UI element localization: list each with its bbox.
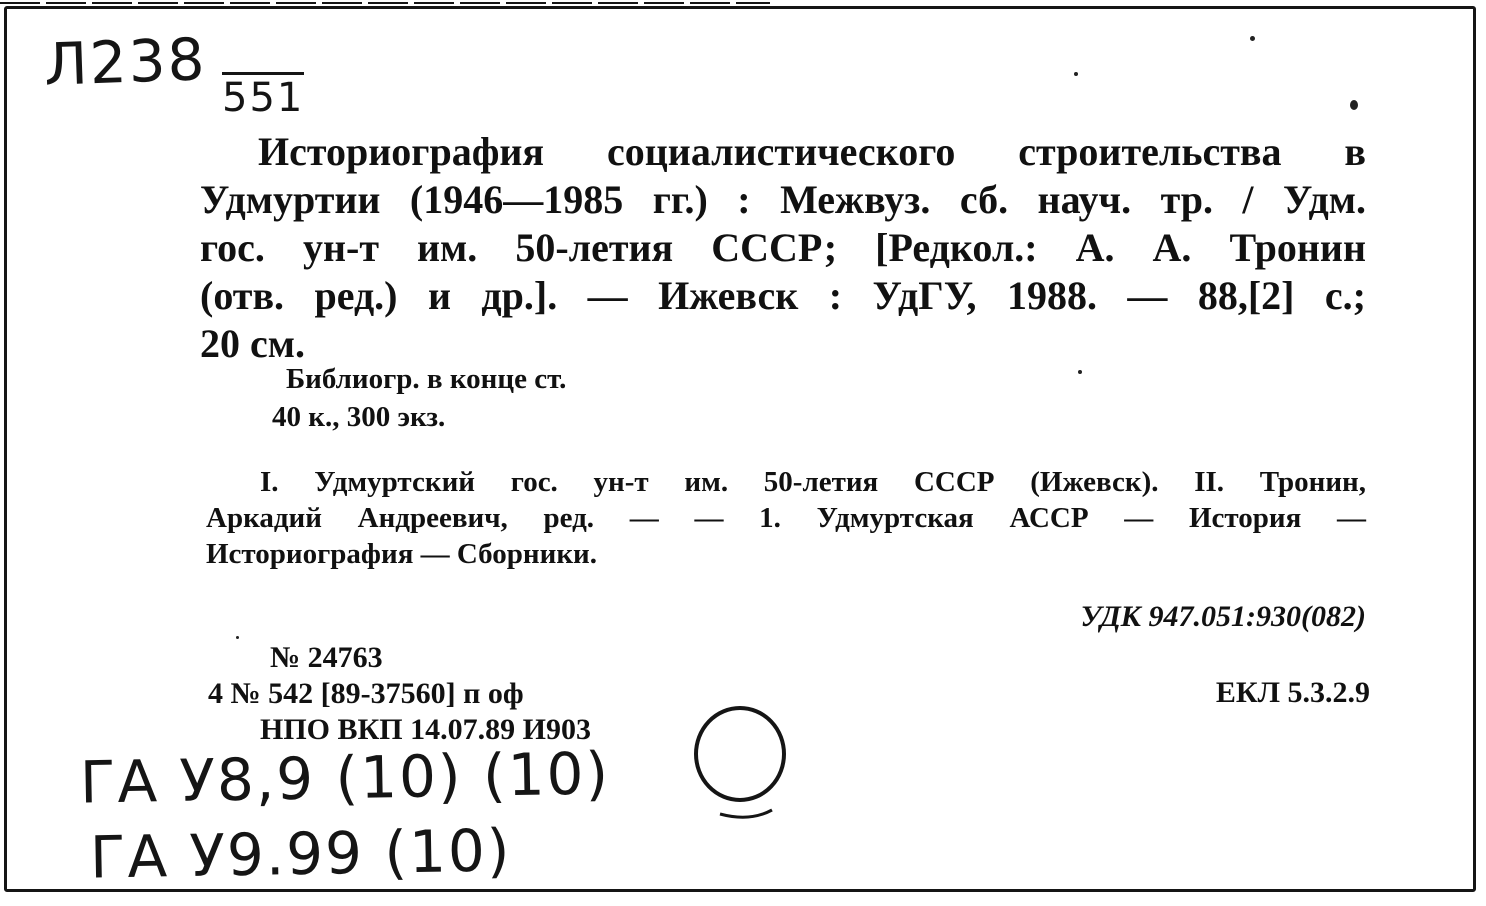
order-number: 4 № 542 [89-37560] п оф [208,677,524,710]
entry-line-2: Удмуртии (1946—1985 гг.) : Межвуз. сб. науч. тр. / Удм. [200,177,1366,222]
publication-info [208,640,591,748]
speck-4 [1078,370,1082,374]
card-top-edge [0,0,1486,6]
handwritten-call-number-1: ГА У8,9 (10) (10) [79,739,611,817]
bibliographic-entry [200,128,1366,368]
entry-line-4: (отв. ред.) и др.]. — Ижевск : УдГУ, 1988. — 88,[2] с.; [200,273,1366,318]
speck-2 [1074,72,1078,76]
price-note: 40 к., 300 экз. [272,401,446,433]
entry-line-3: гос. ун-т им. 50-летия СССР; [Редкол.: А. А. Тронин [200,225,1366,270]
circle-stamp-icon [690,696,790,826]
udk-code: УДК 947.051:930(082) [1080,600,1366,633]
producer-line: НПО ВКП 14.07.89 И903 [260,713,591,746]
tracing-line-3: Историография — Сборники. [206,538,598,570]
notes [272,360,567,436]
handwritten-shelf-mark: Л238 [42,25,208,99]
tracings [206,464,1366,572]
tracing-line-1: I. Удмуртский гос. ун-т им. 50-летия СССР (Ижевск). II. Тронин, [260,466,1366,498]
card-number: № 24763 [270,641,383,674]
entry-line-5: 20 см. [200,321,305,366]
entry-line-1: Историография социалистического строительства в [258,129,1366,174]
speck-3 [1350,100,1358,110]
ekl-code: ЕКЛ 5.3.2.9 [1215,676,1370,709]
handwritten-shelf-subnumber: 551 [222,72,304,121]
speck-1 [1250,36,1255,41]
tracing-line-2: Аркадий Андреевич, ред. — — 1. Удмуртская АССР — История — [206,502,1366,534]
bibliography-note: Библиогр. в конце ст. [286,363,567,395]
handwritten-call-number-2: ГА У9.99 (10) [89,816,513,892]
speck-5 [236,636,239,639]
